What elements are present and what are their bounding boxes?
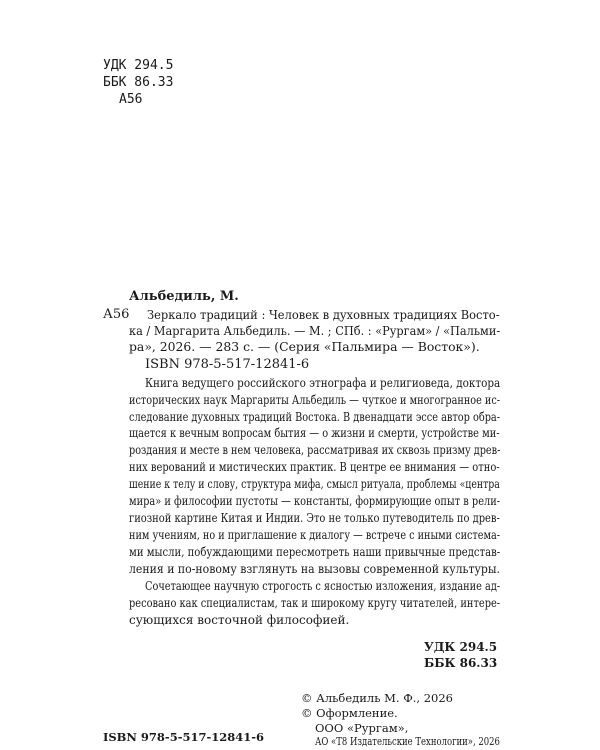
bottom-bbk-code: ББК 86.33: [424, 656, 498, 670]
abstract-line: ресовано как специалистам, так и широкому кругу читателей, интере-: [129, 596, 501, 610]
abstract-line: следование духовных традиций Востока. В двенадцати эссе автор обра-: [129, 410, 501, 424]
abstract-line: Сочетающее научную строгость с ясностью изложения, издание ад-: [145, 579, 501, 593]
abstract-line: роздания и месте в нем человека, рассматривая их сквозь призму древ-: [129, 443, 501, 457]
abstract-line: ним учениям, но и приглашение к диалогу — встрече с иными система-: [129, 528, 501, 542]
copyright-line: © Оформление.: [301, 706, 398, 720]
record-author: Альбедиль, М.: [129, 289, 239, 304]
copyright-line: ООО «Рургам»,: [315, 721, 409, 735]
author-mark: А56: [119, 92, 143, 107]
abstract-line: ми мысли, побуждающими пересмотреть наши привычные представ-: [129, 545, 501, 559]
abstract-line: мира» и философии пустоты — константы, формирующие опыт в рели-: [129, 494, 501, 508]
abstract-line: них верований и мистических практик. В центре ее внимания — отно-: [129, 460, 500, 474]
record-title-line: ка / Маргарита Альбедиль. — М. ; СПб. : «Рургам» / «Пальми-: [129, 323, 501, 338]
abstract-line: сующихся восточной философией.: [129, 613, 350, 627]
copyright-line: АО «Т8 Издательские Технологии», 2026: [315, 734, 500, 748]
abstract-line: ления и по-новому взглянуть на вызовы современной культуры.: [129, 562, 500, 576]
abstract-line: щается к вечным вопросам бытия — о жизни и смерти, устройстве ми-: [129, 426, 500, 440]
record-isbn: ISBN 978-5-517-12841-6: [145, 357, 310, 372]
record-title-line: Зеркало традиций : Человек в духовных традициях Восто-: [147, 307, 500, 322]
record-author-mark: А56: [103, 307, 130, 322]
abstract-line: Книга ведущего российского этнографа и религиоведа, доктора: [145, 376, 501, 390]
udk-code: УДК 294.5: [103, 58, 174, 73]
abstract-line: исторических наук Маргариты Альбедиль — чуткое и многогранное ис-: [129, 393, 501, 407]
footer-isbn: ISBN 978-5-517-12841-6: [103, 730, 265, 744]
abstract-line: шение к телу и слову, структура мифа, смысл ритуала, проблемы «центра: [129, 477, 500, 491]
copyright-line: © Альбедиль М. Ф., 2026: [301, 691, 453, 705]
record-title-line: ра», 2026. — 283 с. — (Серия «Пальмира — Восток»).: [129, 339, 480, 354]
abstract-line: гиозной картине Китая и Индии. Это не только путеводитель по древ-: [129, 511, 500, 525]
bbk-code: ББК 86.33: [103, 75, 174, 90]
bottom-udk-code: УДК 294.5: [424, 640, 498, 654]
